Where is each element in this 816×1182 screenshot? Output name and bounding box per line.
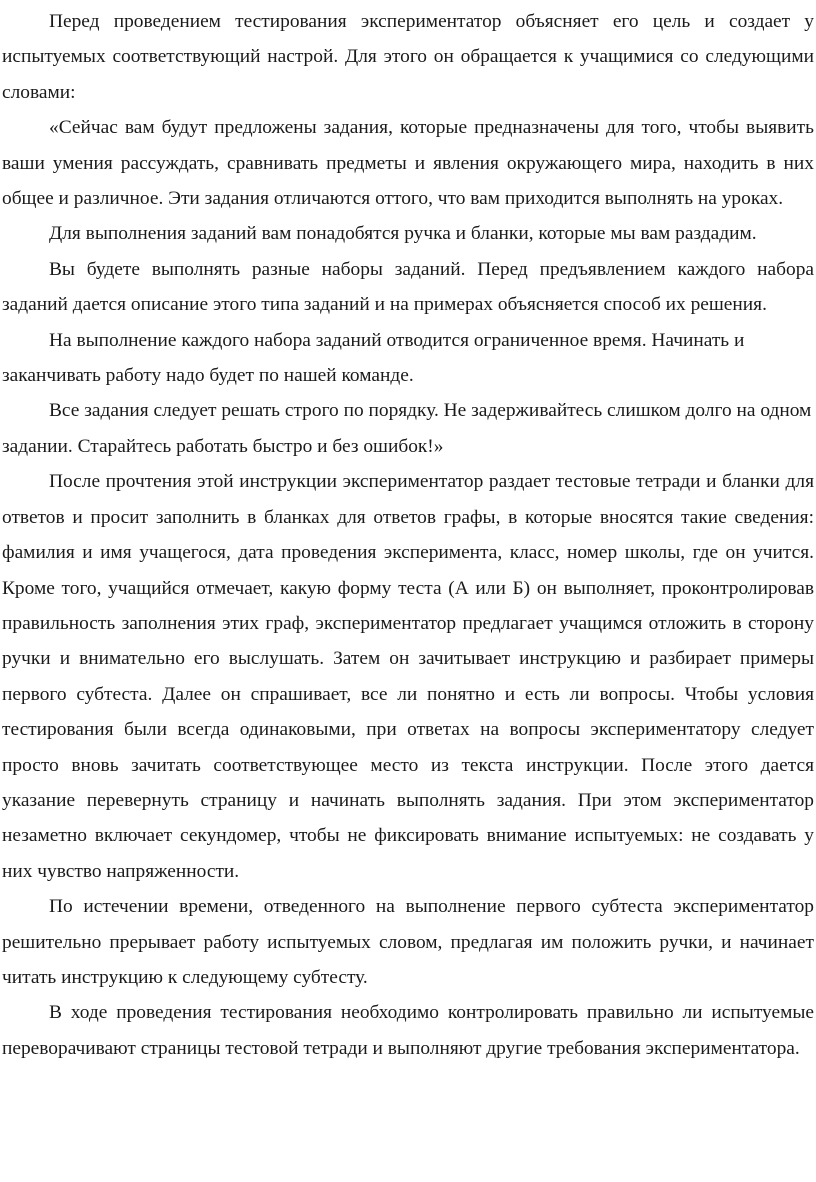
paragraph-order: Все задания следует решать строго по порядку. Не задерживайтесь слишком долго на одном задании. Старайтесь работать быстро и без ошибок!»	[2, 400, 812, 457]
paragraph-procedure: После прочтения этой инструкции экспериментатор раздает тестовые тетради и бланки для ответов и просит заполнить в бланках для ответов графы, в которые вносятся такие сведения: фамилия и имя учащегося, дата проведения эксперимента, класс, номер школы, где он учится. Кроме того, учащийся отмечает, какую форму теста (А или Б) он выполняет, проконтролировав правильность заполнения этих граф, экспериментатор предлагает учащимся отложить в сторону ручки и внимательно его выслушать. Затем он зачитывает инструкцию и разбирает примеры первого субтеста. Далее он спрашивает, все ли понятно и есть ли вопросы. Чтобы условия тестирования были всегда одинаковыми, при ответах на вопросы экспериментатору следует просто вновь зачитать соответствующее место из текста инструкции. После этого дается указание перевернуть страницу и начинать выполнять задания. При этом экспериментатор незаметно включает секундомер, чтобы не фиксировать внимание испытуемых: не создавать у них чувство напряженности.	[2, 471, 814, 882]
paragraph-control: В ходе проведения тестирования необходимо контролировать правильно ли испытуемые переворачивают страницы тестовой тетради и выполняют другие требования экспериментатора.	[2, 1002, 814, 1059]
paragraph-materials: Для выполнения заданий вам понадобятся ручка и бланки, которые мы вам раздадим.	[49, 223, 757, 245]
paragraph-time-expired: По истечении времени, отведенного на выполнение первого субтеста экспериментатор решительно прерывает работу испытуемых словом, предлагая им положить ручки, и начинает читать инструкцию к следующему субтесту.	[2, 896, 814, 988]
paragraph-instruction-start: «Сейчас вам будут предложены задания, которые предназначены для того, чтобы выявить ваши умения рассуждать, сравнивать предметы и явления окружающего мира, находить в них общее и различное. Эти задания отличаются оттого, что вам приходится выполнять на уроках.	[2, 117, 814, 210]
paragraph-time-limit: На выполнение каждого набора заданий отводится ограниченное время. Начинать и заканчивать работу надо будет по нашей команде.	[2, 329, 745, 387]
paragraph-intro: Перед проведением тестирования экспериментатор объясняет его цель и создает у испытуемых соответствующий настрой. Для этого он обращается к учащимися со следующими словами:	[2, 11, 814, 103]
paragraph-task-sets: Вы будете выполнять разные наборы заданий. Перед предъявлением каждого набора заданий дается описание этого типа заданий и на примерах объясняется способ их решения.	[2, 258, 814, 316]
